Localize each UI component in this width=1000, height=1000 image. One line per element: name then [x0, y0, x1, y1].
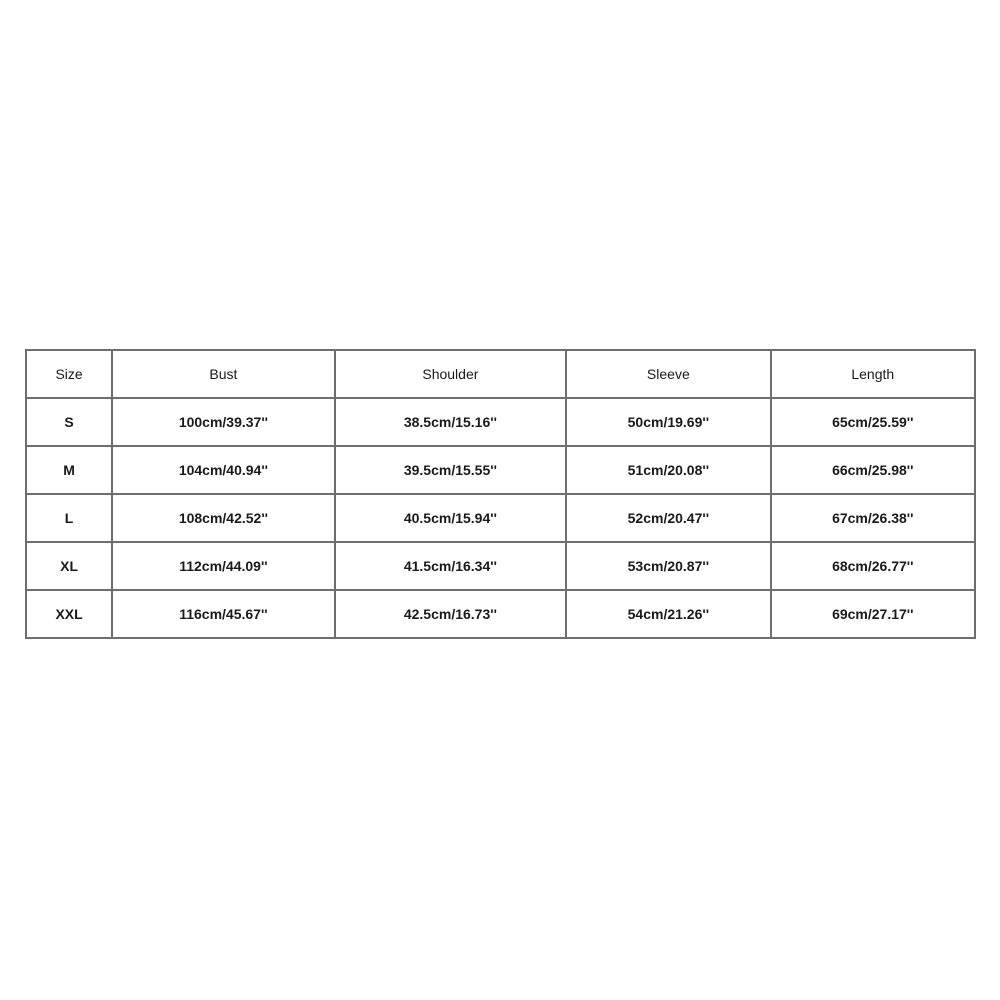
cell-size: XL	[26, 542, 112, 590]
cell-shoulder: 41.5cm/16.34''	[335, 542, 566, 590]
cell-bust: 112cm/44.09''	[112, 542, 334, 590]
table-row	[26, 494, 975, 542]
header-row	[26, 350, 975, 398]
header-length: Length	[771, 350, 975, 398]
cell-length: 69cm/27.17''	[771, 590, 975, 638]
cell-length: 67cm/26.38''	[771, 494, 975, 542]
cell-shoulder: 38.5cm/15.16''	[335, 398, 566, 446]
cell-length: 66cm/25.98''	[771, 446, 975, 494]
cell-size: XXL	[26, 590, 112, 638]
cell-size: M	[26, 446, 112, 494]
cell-length: 68cm/26.77''	[771, 542, 975, 590]
table-row	[26, 590, 975, 638]
header-bust: Bust	[112, 350, 334, 398]
cell-bust: 108cm/42.52''	[112, 494, 334, 542]
cell-sleeve: 54cm/21.26''	[566, 590, 770, 638]
table-row	[26, 398, 975, 446]
header-shoulder: Shoulder	[335, 350, 566, 398]
cell-size: L	[26, 494, 112, 542]
cell-sleeve: 53cm/20.87''	[566, 542, 770, 590]
size-chart-table	[25, 349, 976, 639]
cell-bust: 104cm/40.94''	[112, 446, 334, 494]
table-row	[26, 542, 975, 590]
cell-length: 65cm/25.59''	[771, 398, 975, 446]
table-row	[26, 446, 975, 494]
cell-bust: 116cm/45.67''	[112, 590, 334, 638]
cell-sleeve: 51cm/20.08''	[566, 446, 770, 494]
header-size: Size	[26, 350, 112, 398]
cell-size: S	[26, 398, 112, 446]
table-body	[26, 398, 975, 638]
cell-sleeve: 52cm/20.47''	[566, 494, 770, 542]
cell-shoulder: 40.5cm/15.94''	[335, 494, 566, 542]
cell-shoulder: 42.5cm/16.73''	[335, 590, 566, 638]
cell-bust: 100cm/39.37''	[112, 398, 334, 446]
cell-sleeve: 50cm/19.69''	[566, 398, 770, 446]
header-sleeve: Sleeve	[566, 350, 770, 398]
table-header	[26, 350, 975, 398]
cell-shoulder: 39.5cm/15.55''	[335, 446, 566, 494]
